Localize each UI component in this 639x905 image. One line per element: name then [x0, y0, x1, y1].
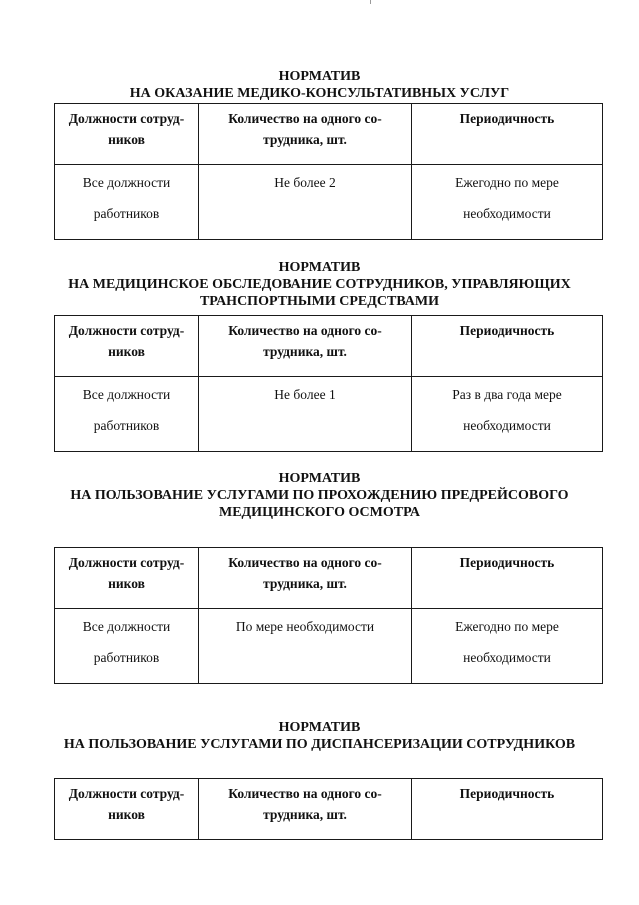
cell-quantity: Не более 2 [199, 165, 412, 240]
norm-title [0, 259, 639, 310]
cell-positions: Все должности работников [55, 609, 199, 684]
header-positions: Должности сотруд- ников [55, 316, 199, 377]
header-quantity: Количество на одного со- трудника, шт. [199, 316, 412, 377]
norm-table-2 [54, 315, 603, 452]
scan-mark [370, 0, 371, 4]
norm-subtitle-line: НА МЕДИЦИНСКОЕ ОБСЛЕДОВАНИЕ СОТРУДНИКОВ, УПРАВЛЯЮЩИХ [68, 277, 571, 292]
norm-title-word: НОРМАТИВ [278, 471, 361, 486]
cell-quantity: Не более 1 [199, 377, 412, 452]
header-periodicity: Периодичность [412, 548, 603, 609]
norm-subtitle-line: МЕДИЦИНСКОГО ОСМОТРА [219, 505, 420, 520]
norm-section-3 [0, 470, 639, 521]
norm-title-word: НОРМАТИВ [278, 69, 361, 84]
table-header-row [55, 104, 603, 165]
norm-section-4 [0, 719, 639, 753]
header-quantity: Количество на одного со- трудника, шт. [199, 779, 412, 840]
header-positions: Должности сотруд- ников [55, 779, 199, 840]
norm-table-1 [54, 103, 603, 240]
norm-table-3 [54, 547, 603, 684]
cell-periodicity: Ежегодно по мере необходимости [412, 165, 603, 240]
norm-title [0, 470, 639, 521]
norm-title-word: НОРМАТИВ [278, 720, 361, 735]
header-periodicity: Периодичность [412, 104, 603, 165]
table-header-row [55, 316, 603, 377]
header-periodicity: Периодичность [412, 316, 603, 377]
table-row [55, 377, 603, 452]
norm-subtitle-line: НА ПОЛЬЗОВАНИЕ УСЛУГАМИ ПО ДИСПАНСЕРИЗАЦИИ СОТРУДНИКОВ [63, 737, 576, 752]
header-quantity: Количество на одного со- трудника, шт. [199, 548, 412, 609]
table-row [55, 609, 603, 684]
table-header-row [55, 548, 603, 609]
cell-positions: Все должности работников [55, 165, 199, 240]
norm-section-2 [0, 259, 639, 310]
norm-subtitle-line: НА ОКАЗАНИЕ МЕДИКО-КОНСУЛЬТАТИВНЫХ УСЛУГ [129, 86, 510, 101]
norm-section-1 [0, 68, 639, 102]
header-periodicity: Периодичность [412, 779, 603, 840]
cell-quantity: По мере необходимости [199, 609, 412, 684]
norm-subtitle-line: ТРАНСПОРТНЫМИ СРЕДСТВАМИ [199, 294, 440, 309]
norm-title [0, 68, 639, 102]
header-positions: Должности сотруд- ников [55, 104, 199, 165]
cell-periodicity: Ежегодно по мере необходимости [412, 609, 603, 684]
norm-subtitle-line: НА ПОЛЬЗОВАНИЕ УСЛУГАМИ ПО ПРОХОЖДЕНИЮ ПРЕДРЕЙСОВОГО [70, 488, 569, 503]
table-header-row [55, 779, 603, 840]
norm-table-4 [54, 778, 603, 840]
norm-title [0, 719, 639, 753]
cell-positions: Все должности работников [55, 377, 199, 452]
header-positions: Должности сотруд- ников [55, 548, 199, 609]
cell-periodicity: Раз в два года мере необходимости [412, 377, 603, 452]
table-row [55, 165, 603, 240]
norm-title-word: НОРМАТИВ [278, 260, 361, 275]
header-quantity: Количество на одного со- трудника, шт. [199, 104, 412, 165]
